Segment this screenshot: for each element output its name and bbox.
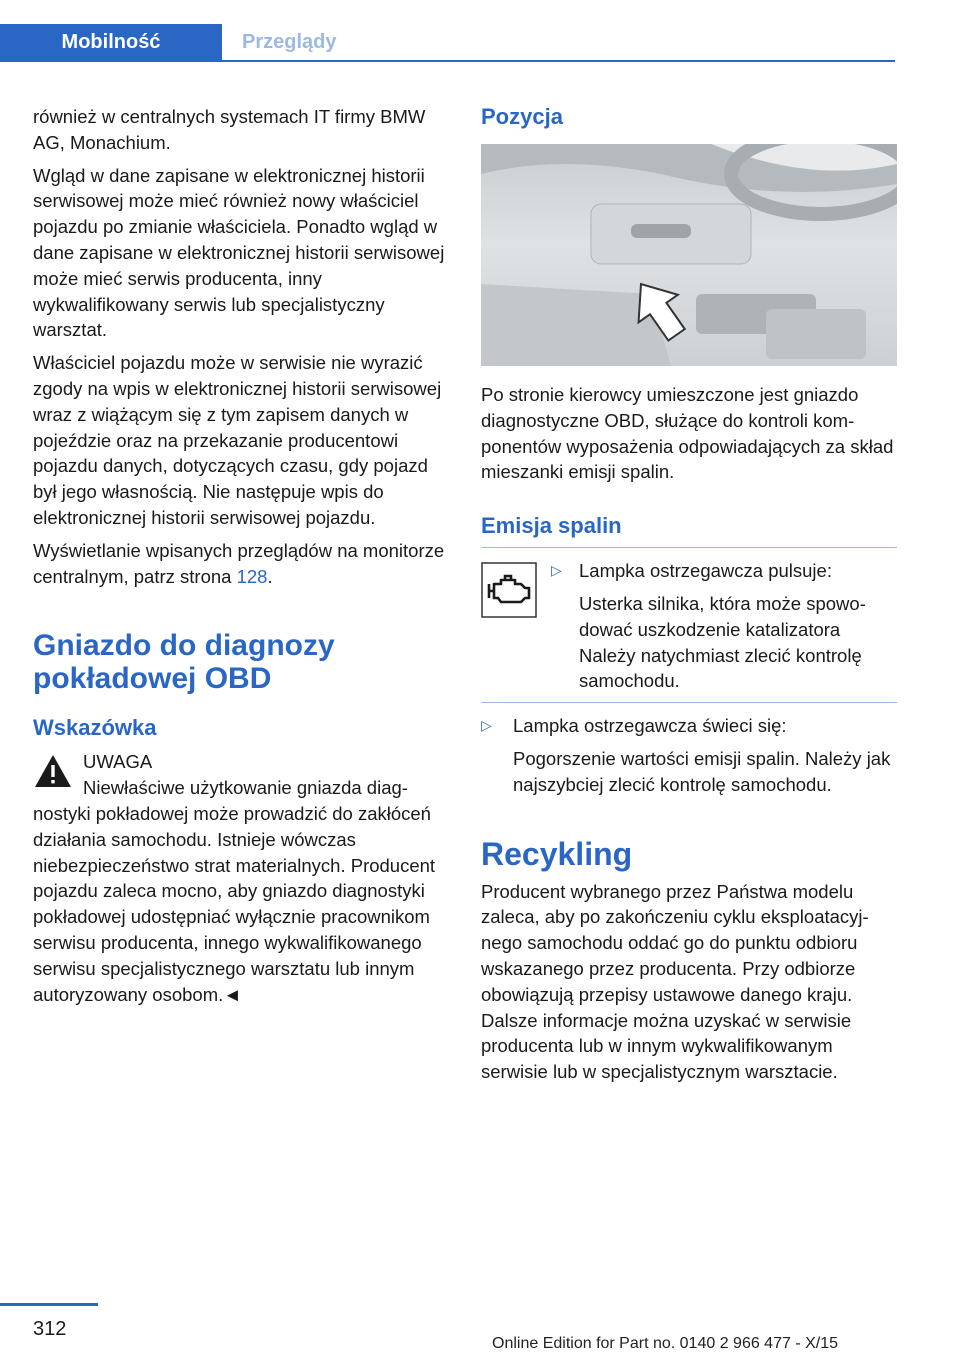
paragraph: Właściciel pojazdu może w serwisie nie wyrazić zgody na wpis w elektronicznej historii serwisowej wraz z wiążącym się z tym zapisem danych w pojeździe oraz na przekazanie producentowi pojazdu danych, dotyczących czasu, gdy pojazd był jego własnością. Nie następuje wpis do elektronicznej historii serwisowej pojazdu. (33, 352, 442, 528)
warning-block (33, 749, 453, 1007)
subsection-title-emisja: Emisja spalin (481, 513, 622, 539)
header-divider (0, 60, 895, 62)
emission-warning-row (481, 558, 897, 694)
warning-text: Niewłaściwe użytkowanie gniazda diagnostyki pokładowej może prowadzić do zakłóceń działania samochodu. Istnieje wówczas niebezpieczeństwo strat materialnych. Producent pojazdu zaleca mocno, aby gniazdo diagnostyki pokładowej udostępniać wyłącznie pracownikom serwisu producenta, innego wykwalifikowanego serwisu specjalistycznego warsztatu lub innym autoryzowany osobom.◄ (33, 777, 436, 1005)
section-title-recykling: Recykling (481, 835, 633, 872)
left-column (33, 104, 453, 1007)
right-column (481, 104, 897, 1092)
edition-footer: Online Edition for Part no. 0140 2 966 477 - X/15 (492, 1335, 839, 1352)
page-link[interactable]: 128 (236, 565, 268, 587)
page-number: 312 (33, 1318, 67, 1340)
obd-location-photo (481, 144, 897, 366)
paragraph: również w centralnych systemach IT firmy BMW AG, Monachium. (33, 106, 426, 153)
paragraph: Producent wybranego przez Państwa modelu zaleca, aby po zakończeniu cyklu eksploatacyjnego samochodu oddać go do punktu odbioru wskazanego przez producenta. Przy odbiorze obowiązują przepisy ustawowe danego kraju. Dalsze informacje można uzyskać w serwisie producenta lub w innym wykwalifikowanym serwisie lub w specjalistycznym warsztacie. (481, 880, 869, 1083)
warning-title: UWAGA (83, 751, 153, 773)
paragraph: Wgląd w dane zapisane w elektronicznej historii serwisowej może mieć również nowy właściciel pojazdu po zmianie właściciela. Ponadto wgląd w dane zapisane w elektronicznej historii serwisowej może mieć serwis producenta, inny wykwalifikowany serwis lub specjalistyczny warsztat. (33, 164, 445, 341)
list-item: ▷ Lampka ostrzegawcza pulsuje: Usterka silnika, która może spowodować uszkodzenie katalizatora Należy natychmiast zlecić kontrolę samochodu. (551, 560, 866, 692)
warning-triangle-icon (33, 753, 73, 789)
tab-mobilnosc[interactable]: Mobilność (0, 24, 222, 60)
bullet-triangle-icon: ▷ (551, 562, 562, 579)
subsection-title-pozycja: Pozycja (481, 104, 563, 129)
subsection-title-wskazowka: Wskazówka (33, 715, 157, 741)
divider (481, 547, 897, 548)
obd-photo-illustration (481, 144, 897, 366)
paragraph: Po stronie kierowcy umieszczone jest gniazdo diagnostyczne OBD, służące do kontroli komponentów wyposażenia odpowiadających za skład mieszanki emisji spalin. (481, 384, 894, 483)
divider (481, 702, 897, 703)
paragraph: Wyświetlanie wpisanych przeglądów na monitorze centralnym, patrz strona 128. (33, 539, 445, 587)
section-title-obd: Gniazdo do diagnozy pokładowej OBD (33, 629, 335, 696)
tab-przeglady[interactable]: Przeglądy (242, 30, 337, 53)
header-tabs (0, 24, 895, 62)
footer-divider (0, 1303, 98, 1306)
bullet-triangle-icon: ▷ (481, 717, 492, 734)
list-item: ▷ Lampka ostrzegawcza świeci się: Pogorszenie wartości emisji spalin. Należy jak najszybciej zlecić kontrolę samochodu. (481, 715, 891, 795)
